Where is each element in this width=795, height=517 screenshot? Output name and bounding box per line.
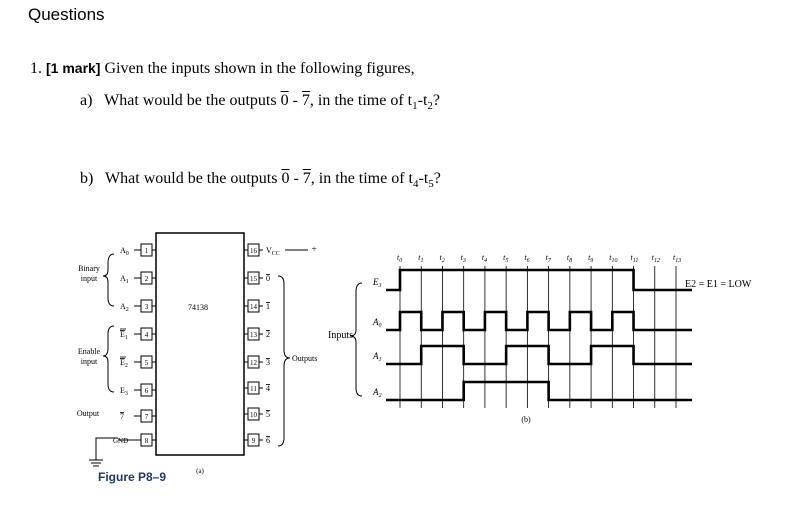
pin-number: 10 [250,411,257,419]
right-pin-16 [244,244,280,257]
waveform-A2 [386,382,692,400]
pin-number: 11 [250,385,257,393]
part-a-sep: -t [417,92,428,109]
part-b-label: b) [80,170,94,187]
right-pin-13 [244,328,270,340]
timing-diagram [328,253,752,424]
time-label-t9: $t_9$ [588,253,594,264]
right-pin-11 [244,382,270,394]
part-a-label: a) [80,92,93,109]
left-pin-3 [120,300,156,313]
part-a-output-from: 0 [280,92,289,109]
part-b-text: What would be the outputs [105,170,278,187]
pin-number: 12 [250,359,257,367]
vcc-plus: + [311,244,317,254]
right-pin-14 [244,300,270,312]
pin-label: $E_3$ [120,386,128,397]
output-left-label: Output [76,409,100,418]
part-a-dash: - [292,92,298,109]
enable-bracket [103,326,114,392]
pin-number: 6 [144,387,149,395]
pin-label: 7 [120,412,124,421]
pin-label: 6 [266,436,270,445]
part-b-t1: 4 [413,178,419,191]
time-label-t5: $t_5$ [503,253,509,264]
part-a-t2: 2 [427,100,433,113]
binary-label-2: input [80,274,98,283]
question-number: 1. [30,60,42,77]
inputs-label: Inputs [328,330,353,341]
figure-caption: Figure P8–9 [98,470,167,484]
sub-caption-a: (a) [196,467,204,475]
part-b-output-from: 0 [281,170,290,187]
time-label-t11: $t_{11}$ [630,253,639,264]
left-pin-2 [120,272,156,285]
enable-label-1: Enable [77,347,101,356]
chip-body [156,233,244,455]
pin-number: 15 [250,275,257,283]
pin-number: 9 [251,437,256,445]
time-label-t7: $t_7$ [545,253,551,264]
left-pin-6 [120,384,156,397]
outputs-label: Outputs [292,354,318,363]
time-label-t3: $t_3$ [460,253,466,264]
part-a-t1: 1 [412,100,418,113]
pin-label: 5 [266,410,270,419]
left-pin-4 [120,328,156,341]
signal-label-E3: $E_3$ [373,277,382,289]
waveform-A0 [386,312,692,330]
pin-label: 3 [266,358,270,367]
part-b-end: ? [433,170,441,187]
signal-label-A0: $A_0$ [373,317,382,329]
question-text: Given the inputs shown in the following figures, [104,60,415,77]
pin-label: $E_1$ [120,330,128,341]
left-pin-5 [120,356,156,369]
waveform-E3 [386,270,692,290]
part-b-t2: 5 [428,178,434,191]
pin-number: 1 [144,247,149,255]
decoder-chip-diagram [77,233,317,484]
pin-label: $A_1$ [120,274,129,285]
gnd-label: GND [113,437,129,445]
waveform-A1 [386,346,692,364]
time-label-t2: $t_2$ [439,253,445,264]
time-label-t12: $t_{12}$ [651,253,661,264]
binary-bracket [103,254,114,306]
time-label-t13: $t_{13}$ [673,253,682,264]
pin-label: $E_2$ [120,358,128,369]
signal-label-A1: $A_1$ [373,351,382,363]
pin-label: $V_{CC}$ [266,246,280,257]
pin-number: 13 [250,331,257,339]
enable-note: E2 = E1 = LOW [685,279,752,290]
pin-number: 2 [144,275,149,283]
pin-number: 8 [144,437,149,445]
question-mark: [1 mark] [46,60,101,76]
part-a-output-to: 7 [301,92,310,109]
pin-number: 16 [250,247,257,255]
time-label-t6: $t_6$ [524,253,530,264]
time-label-t10: $t_{10}$ [609,253,618,264]
part-a-time-text: , in the time of t [309,92,413,109]
left-pin-8 [113,434,156,446]
time-label-t4: $t_4$ [481,253,488,264]
part-a-end: ? [432,92,440,109]
part-b-time-text: , in the time of t [310,170,413,187]
pin-number: 7 [144,413,149,421]
ground-icon [89,460,103,466]
pin-number: 14 [250,303,257,311]
binary-label-1: Binary [78,264,100,273]
left-pin-7 [120,410,156,422]
outputs-bracket [278,276,290,446]
pin-label: 0 [266,274,270,283]
left-pin-1 [120,244,156,257]
chip-label: 74138 [188,303,208,312]
pin-number: 5 [144,359,149,367]
part-b-output-to: 7 [302,170,311,187]
pin-number: 4 [144,331,149,339]
page-heading: Questions [28,5,105,24]
pin-label: 2 [266,330,270,339]
part-b-sep: -t [418,170,429,187]
sub-caption-b: (b) [521,415,531,424]
pin-label: $A_0$ [120,246,129,257]
pin-label: 1 [266,302,270,311]
time-label-t0: $t_0$ [397,253,403,264]
right-pin-12 [244,356,270,368]
enable-label-2: input [80,357,98,366]
right-pin-15 [244,272,270,284]
pin-label: $A_2$ [120,302,129,313]
right-pin-10 [244,408,270,420]
time-label-t8: $t_8$ [566,253,573,264]
signal-label-A2: $A_2$ [373,387,382,399]
time-label-t1: $t_1$ [418,253,424,264]
pin-number: 3 [144,303,149,311]
part-a-text: What would be the outputs [104,92,277,109]
part-b-dash: - [293,170,299,187]
right-pin-9 [244,434,270,446]
pin-label: 4 [266,384,270,393]
